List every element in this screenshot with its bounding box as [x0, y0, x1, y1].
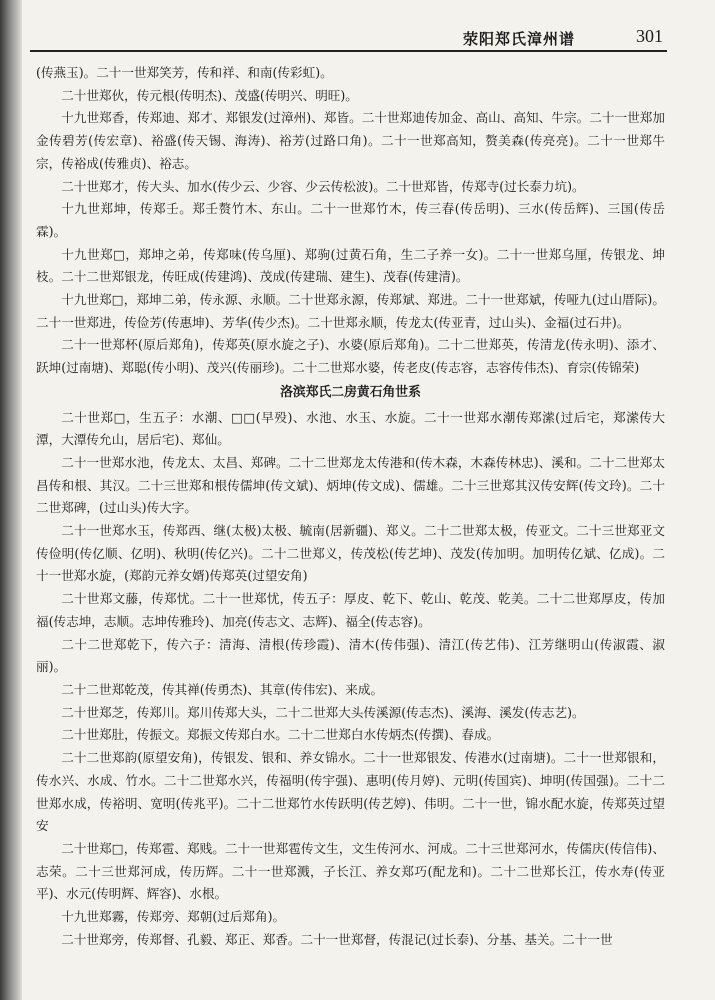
book-binding-shadow — [0, 0, 22, 1000]
section-heading: 洛滨郑氏二房黄石角世系 — [280, 384, 421, 400]
body-paragraph: 二十一世郑杯(原后郑角)，传郑英(原水旋之子)、水婆(原后郑角)。二十二世郑英，传清龙(传永明)、添才、跃坤(过南塘)、郑聪(传小明)、茂兴(传丽珍)。二十二世郑水婆，传老皮(传志容，志容传伟杰)、育宗(传锦荣) — [36, 337, 665, 376]
body-paragraph: 二十二世郑乾下，传六子：清海、清根(传珍霞)、清木(传伟强)、清江(传艺伟)、江芳继明山(传淑霞、淑丽)。 — [36, 636, 665, 675]
body-paragraph: 二十世郑肚，传振文。郑振文传郑白水。二十二世郑白水传炳杰(传撰)、春成。 — [61, 727, 500, 743]
body-paragraph: 二十世郑□，生五子：水潮、□□(早殁)、水池、水玉、水旋。二十一世郑水潮传郑潆(过后宅，郑潆传大潭，大潭传允山，居后宅)、郑仙。 — [36, 409, 665, 448]
page-body — [36, 62, 665, 951]
page-header — [30, 24, 667, 52]
page-number: 301 — [636, 26, 663, 46]
body-paragraph: 二十一世郑水玉，传郑西、继(太极)太极、毓南(居新疆)、郑义。二十二世郑太极，传亚文。二十三世郑亚文传俭明(传亿顺、亿明)、秋明(传亿兴)。二十二世郑义，传茂松(传艺坤)、茂发(传加明。加明传亿斌、亿成)。二十一世郑水旋，(郑韵元养女婿)传郑英(过望安角) — [36, 523, 665, 584]
body-paragraph: 二十世郑才，传大头、加水(传少云、少容、少云传松波)。二十世郑皆，传郑寺(过长泰力坑)。 — [61, 178, 585, 194]
body-paragraph: 二十世郑伙，传元根(传明杰)、茂盛(传明兴、明旺)。 — [61, 87, 358, 103]
body-paragraph: 十九世郑香，传郑迪、郑才、郑银发(过漳州)、郑皆。二十世郑迪传加金、高山、高知、牛宗。二十一世郑加金传碧芳(传宏章)、裕盛(传天锡、海涛)、裕芳(过路口角)。二十一世郑高知，赘美森(传亮亮)。二十一世郑牛宗，传裕成(传雅贞)、裕志。 — [36, 110, 665, 171]
body-paragraph: 二十世郑□，传郑雹、郑贱。二十一世郑雹传文生，文生传河水、河成。二十三世郑河水，传儒庆(传信伟)、志荣。二十三世郑河成，传历辉。二十一世郑溅，子长江、养女郑巧(配龙和)。二十二世郑长江，传水寿(传亚平)、水元(传明辉、辉容)、水根。 — [36, 840, 665, 902]
body-paragraph: 二十世郑文藤，传郑忧。二十一世郑忧，传五子：厚皮、乾下、乾山、乾茂、乾美。二十二世郑厚皮，传加福(传志坤，志顺。志坤传雅玲)、加亮(传志文、志辉)、福全(传志容)。 — [36, 591, 665, 629]
body-paragraph: 二十二世郑韵(原望安角)，传银发、银和、养女锦水。二十一世郑银发、传港水(过南塘)。二十一世郑银和，传水兴、水成、竹水。二十二世郑水兴，传福明(传宇强)、惠明(传月婷)、元明(传国宾)、坤明(传国强)。二十二世郑水成，传裕明、宽明(传兆平)。二十二世郑竹水传跃明(传艺婷)、伟明。二十一世，锦水配水旋，传郑英过望安 — [36, 750, 665, 834]
body-paragraph: (传燕玉)。二十一世郑笑芳，传和祥、和南(传彩虹)。 — [36, 65, 333, 80]
body-paragraph: 二十二世郑乾茂，传其禅(传勇杰)、其章(传伟宏)、来成。 — [61, 681, 384, 697]
body-paragraph: 十九世郑坤，传郑壬。郑壬赘竹木、东山。二十一世郑竹木，传三春(传岳明)、三水(传岳辉)、三国(传岳霖)。 — [36, 201, 665, 239]
running-header-title: 荥阳郑氏漳州谱 — [462, 30, 575, 48]
body-paragraph: 十九世郑□，郑坤之弟，传郑味(传乌厘)、郑驹(过黄石角，生二子养一女)。二十一世郑乌厘，传银龙、坤枝。二十二世郑银龙，传旺成(传建鸿)、茂成(传建瑞、建生)、茂春(传建清)。 — [36, 246, 665, 285]
body-paragraph: 二十世郑芝，传郑川。郑川传郑大头，二十二世郑大头传溪源(传志杰)、溪海、溪发(传志艺)。 — [61, 704, 585, 720]
body-paragraph: 十九世郑霧，传郑旁、郑朝(过后郑角)。 — [61, 909, 286, 925]
body-paragraph: 十九世郑□，郑坤二弟，传永源、永顺。二十世郑永源，传郑斌、郑进。二十一世郑斌，传哑九(过山厝际)。二十一世郑进，传俭芳(传惠坤)、芳华(传少杰)。二十世郑永顺，传龙太(传亚青，过山头)、金福(过石井)。 — [36, 292, 665, 330]
body-paragraph: 二十一世郑水池，传龙太、太昌、郑碑。二十二世郑龙太传港和(传木森，木森传林忠)、溪和。二十二世郑太昌传和根、其汉。二十三世郑和根传儒坤(传文斌)、炳坤(传文成)、儒雄。二十三世郑其汉传安辉(传文玲)。二十二世郑碑，(过山头)传大字。 — [36, 454, 665, 516]
body-paragraph: 二十世郑旁，传郑督、孔毅、郑正、郑香。二十一世郑督，传混记(过长泰)、分基、基关。二十一世 — [61, 931, 613, 947]
